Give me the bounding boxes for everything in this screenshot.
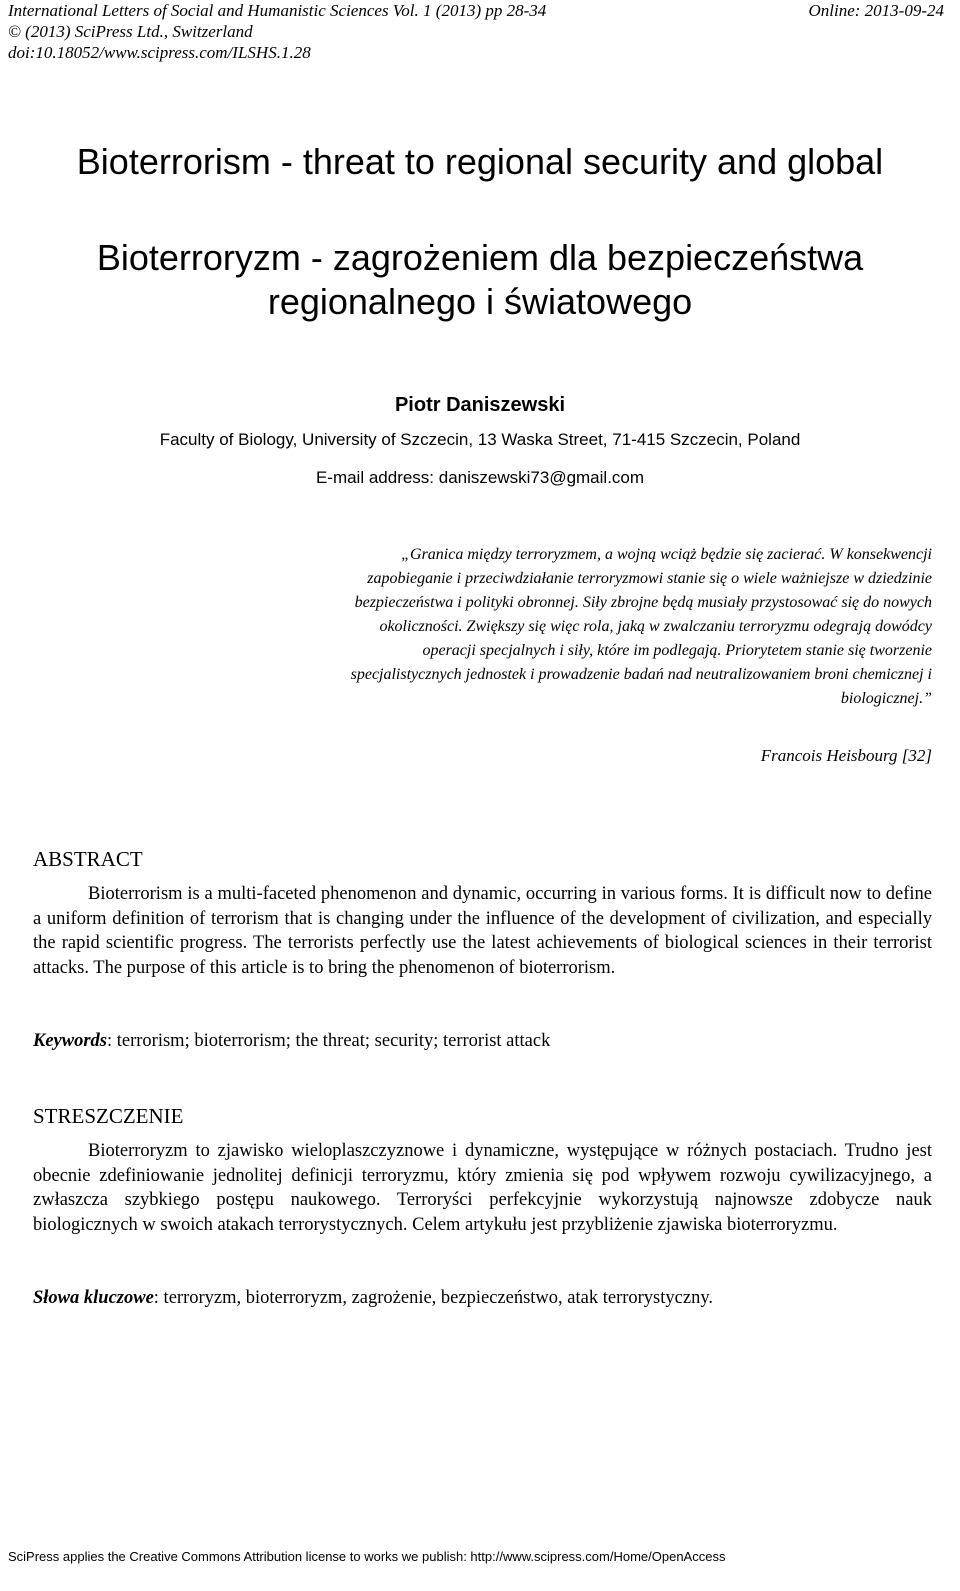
abstract-keywords xyxy=(33,1029,932,1054)
license-footer: SciPress applies the Creative Commons Attribution license to works we publish: http://www.scipress.com/Home/OpenAccess xyxy=(8,1549,726,1564)
epigraph-quote: „Granica między terroryzmem, a wojną wciąż będzie się zacierać. W konsekwencji zapobieganie i przeciwdziałanie terroryzmowi stanie się o wiele ważniejsze w dziedzinie bezpieczeństwa i polityki obronnej. Siły zbrojne będą musiały przystosować się do nowych okoliczności. Zwiększy się więc rola, jaką w zwalczaniu terroryzmu odegrają dowódcy operacji specjalnych i siły, które im podlegają. Priorytetem stanie się tworzenie specjalistycznych jednostek i prowadzenie badań nad neutralizowaniem broni chemicznej i biologicznej.” xyxy=(350,546,932,707)
author-affiliation: Faculty of Biology, University of Szczecin, 13 Waska Street, 71-415 Szczecin, Poland xyxy=(159,430,801,449)
author-name: Piotr Daniszewski xyxy=(394,394,566,416)
online-date: Online: 2013-09-24 xyxy=(808,1,944,20)
slowa-kluczowe-list: : terroryzm, bioterroryzm, zagrożenie, bezpieczeństwo, atak terrorystyczny. xyxy=(153,1288,713,1308)
abstract-text: Bioterrorism is a multi-faceted phenomenon and dynamic, occurring in various forms. It is difficult now to define a uniform definition of terrorism that is changing under the influence of the development of civilization, and especially the rapid scientific progress. The terrorists perfectly use the latest achievements of biological sciences in their terrorist attacks. The purpose of this article is to bring the phenomenon of bioterrorism. xyxy=(33,884,932,978)
streszczenie-heading: STRESZCZENIE xyxy=(33,1104,184,1128)
streszczenie-text: Bioterroryzm to zjawisko wieloplaszczyznowe i dynamiczne, występujące w różnych postaciach. Trudno jest obecnie zdefiniowanie jednolitej definicji terroryzmu, który zmienia się pod wpływem rozwoju cywilizacyjnego, a zwłaszcza szybkiego postępu naukowego. Terroryści perfekcyjnie wykorzystują najnowsze zdobycze nauk biologicznych w swoich atakach terrorystycznych. Celem artykułu jest przybliżenie zjawiska bioterroryzmu. xyxy=(33,1141,932,1235)
streszczenie-keywords xyxy=(33,1286,932,1311)
journal-citation: International Letters of Social and Humanistic Sciences Vol. 1 (2013) pp 28-34 xyxy=(8,1,547,20)
slowa-kluczowe-label: Słowa kluczowe xyxy=(33,1288,154,1308)
epigraph-author: Francois Heisbourg [32] xyxy=(760,746,932,765)
abstract-heading: ABSTRACT xyxy=(33,847,143,871)
copyright-line: © (2013) SciPress Ltd., Switzerland xyxy=(8,22,253,41)
title-polish: Bioterroryzm - zagrożeniem dla bezpieczeństwa regionalnego i światowego xyxy=(96,237,864,322)
title-english: Bioterrorism - threat to regional security and global xyxy=(76,141,884,182)
journal-header xyxy=(8,0,944,63)
keywords-label: Keywords xyxy=(33,1031,107,1051)
keywords-list: : terrorism; bioterrorism; the threat; security; terrorist attack xyxy=(107,1031,551,1051)
author-email: E-mail address: daniszewski73@gmail.com xyxy=(315,468,645,487)
doi-line: doi:10.18052/www.scipress.com/ILSHS.1.28 xyxy=(8,43,311,62)
